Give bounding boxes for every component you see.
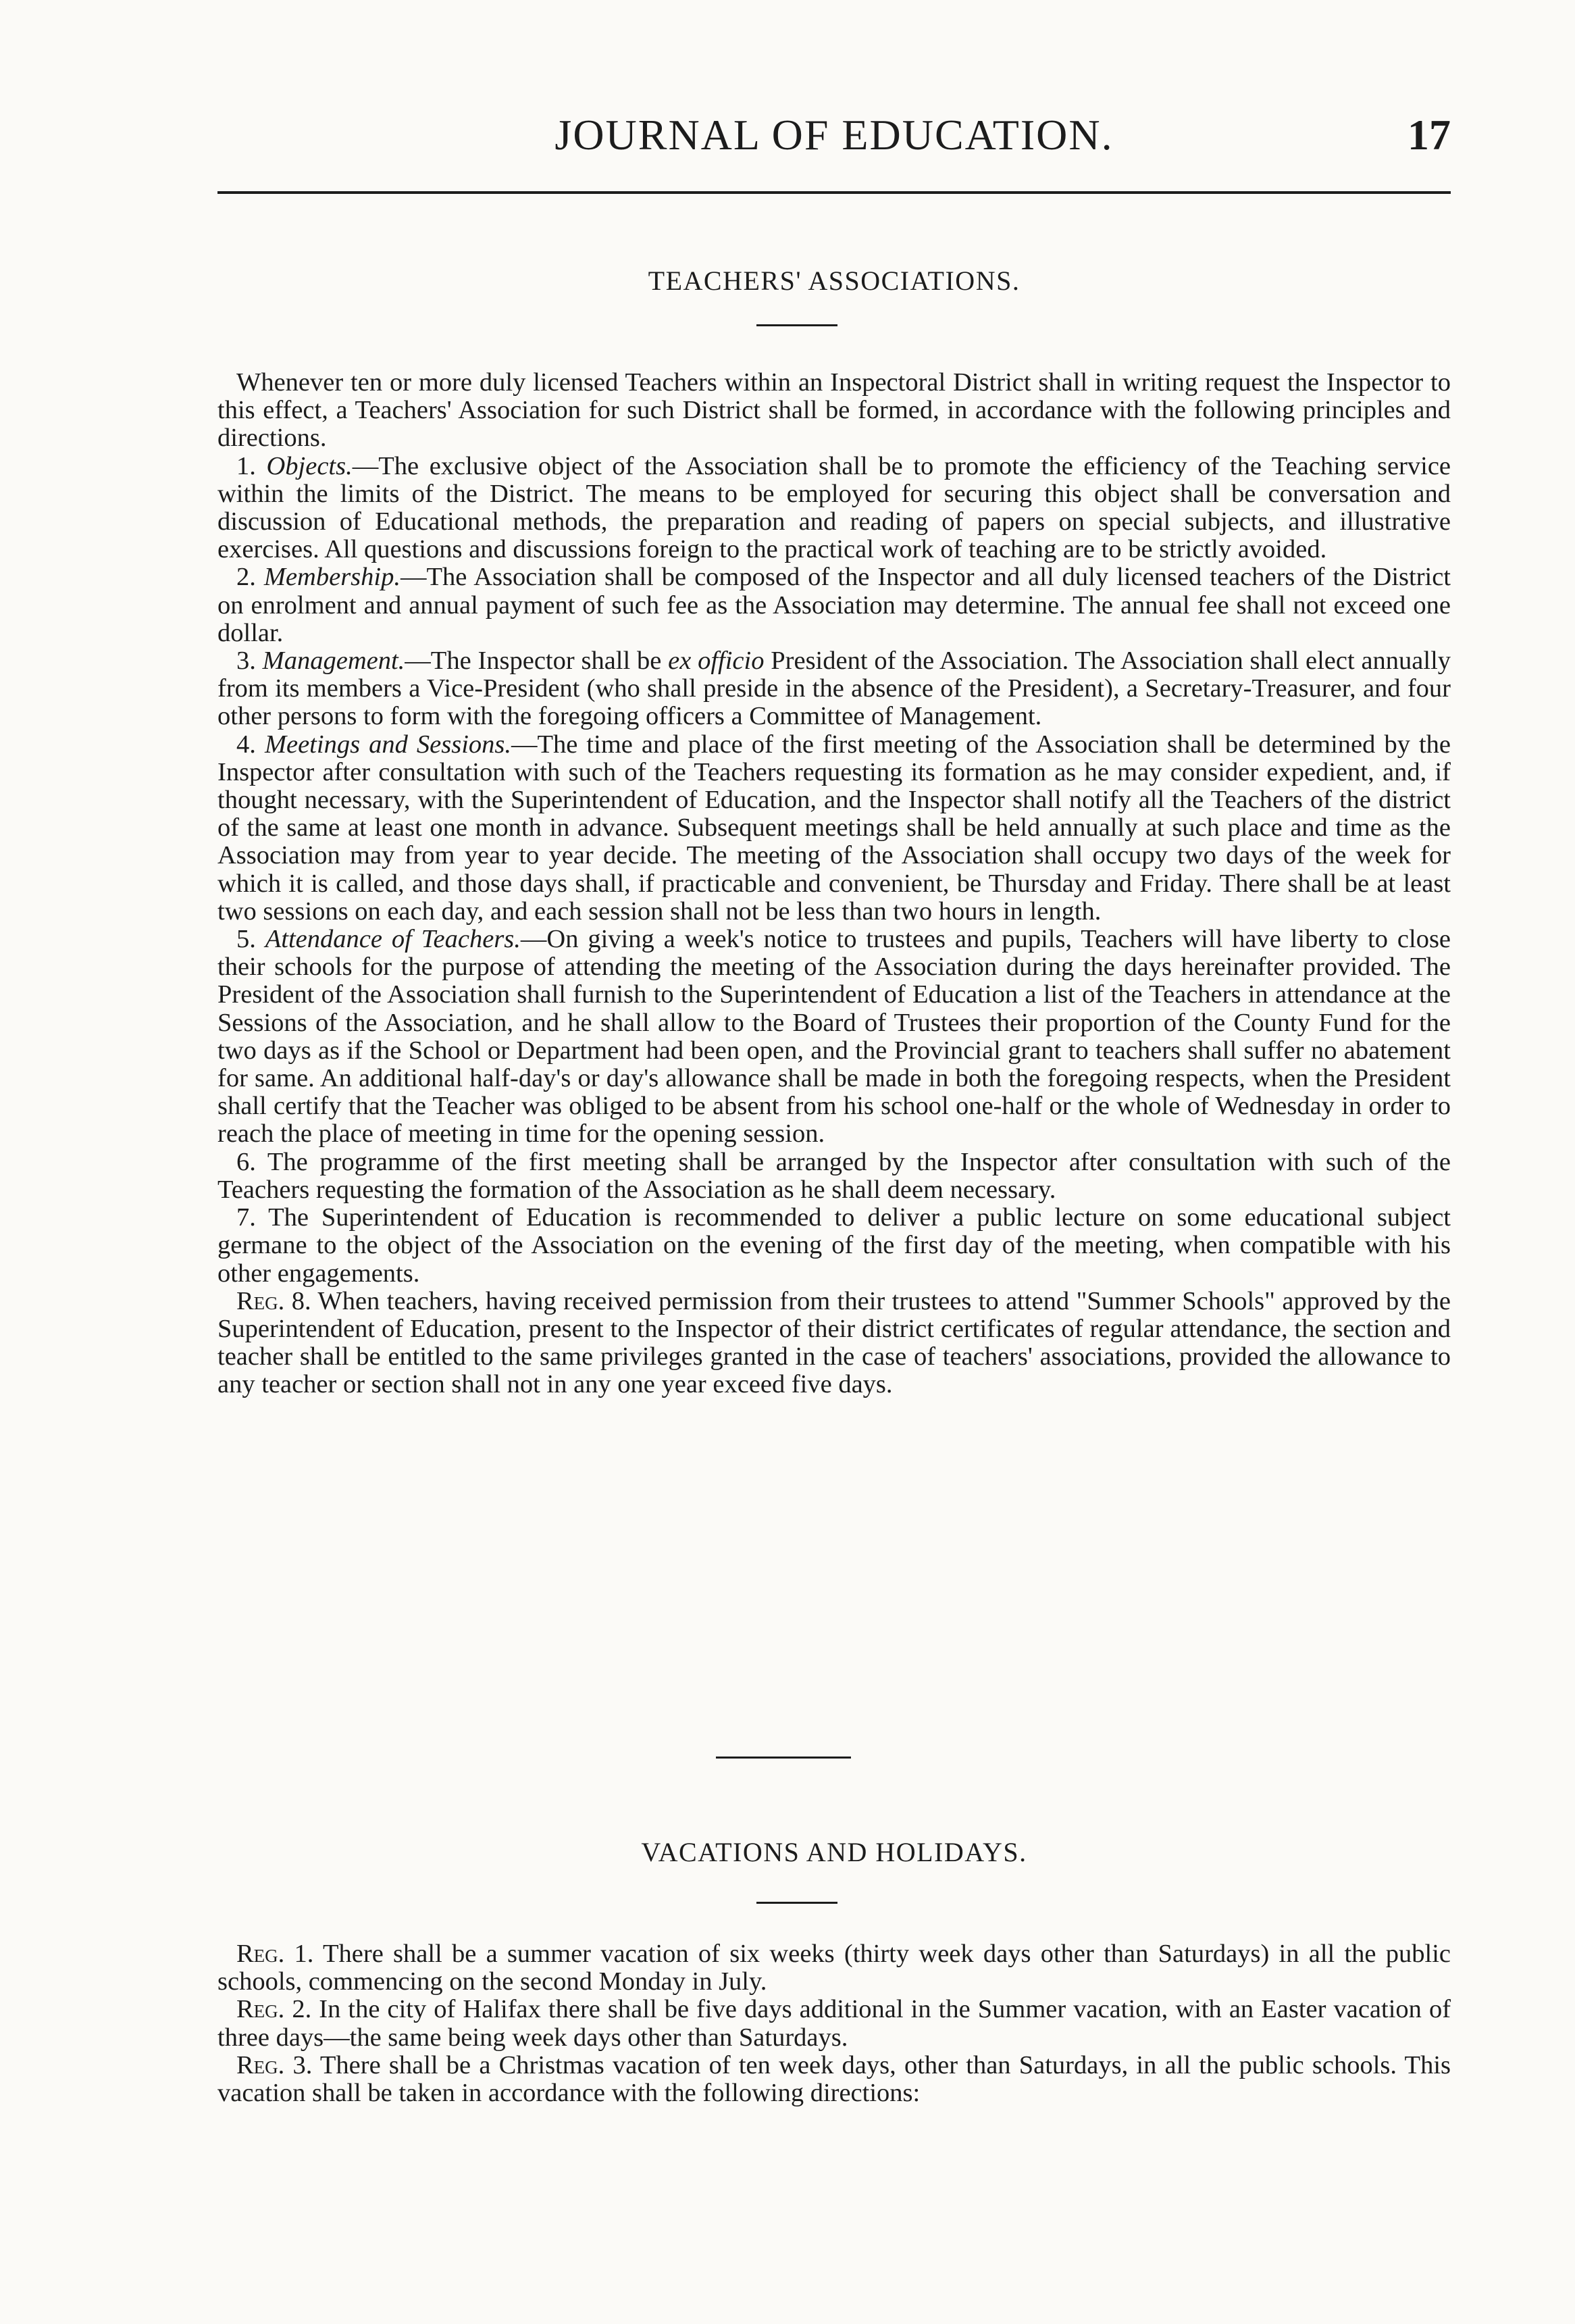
clause-number: 5. <box>236 925 256 954</box>
clause-management <box>217 647 1451 731</box>
clause-heading: Meetings and Sessions. <box>264 730 512 759</box>
regulation-label: Reg. 8. <box>236 1286 311 1315</box>
page-number: 17 <box>1408 111 1451 159</box>
clause-objects <box>217 453 1451 564</box>
clause-text: The Superintendent of Education is recommended to deliver a public lecture on some educational subject germane to the object of the Association on the evening of the first day of the meeting, when compatible with his other engagements. <box>217 1203 1451 1288</box>
clause-number: 2. <box>236 563 256 592</box>
section-rule <box>756 324 837 326</box>
regulation-text: In the city of Halifax there shall be five days additional in the Summer vacation, with an Easter vacation of three days—the same being week days other than Saturdays. <box>217 1995 1451 2052</box>
clause-number: 3. <box>236 647 256 676</box>
clause-text: President of the Association. The Association shall elect annually from its members a Vice-President (who shall preside in the absence of the President), a Secretary-Treasurer, and four other persons to form with the foregoing officers a Committee of Management. <box>217 647 1451 731</box>
clause-text-italic: ex officio <box>668 647 765 676</box>
vacation-reg-2 <box>217 1996 1451 2051</box>
section-separator-rule <box>716 1757 851 1759</box>
clause-heading: Objects. <box>266 451 353 480</box>
regulation-text: There shall be a summer vacation of six weeks (thirty week days other than Saturdays) in all the public schools, commencing on the second Monday in July. <box>217 1940 1451 1996</box>
vacation-reg-1 <box>217 1940 1451 1996</box>
clause-text: —The Association shall be composed of the Inspector and all duly licensed teachers of the District on enrolment and annual payment of such fee as the Association may determine. The annual fee shall not exceed one dollar. <box>217 563 1451 647</box>
clause-meetings <box>217 731 1451 926</box>
teachers-associations-body <box>217 369 1451 1399</box>
regulation-label: Reg. 3. <box>236 2050 313 2079</box>
clause-attendance <box>217 926 1451 1148</box>
clause-number: 1. <box>236 451 256 480</box>
intro-paragraph: Whenever ten or more duly licensed Teachers within an Inspectoral District shall in writing request the Inspector to this effect, a Teachers' Association for such District shall be formed, in accordance with the following principles and directions. <box>217 368 1451 453</box>
clause-text: —The time and place of the first meeting of the Association shall be determined by the Inspector after consultation with such of the Teachers requesting its formation as he may consider expedient, and, if thought necessary, with the Superintendent of Education, and the Inspector shall notify all the Teachers of the district of the same at least one month in advance. Subsequent meetings shall be held annually at such place and time as the Association may from year to year decide. The meeting of the Association shall occupy two days of the week for which it is called, and those days shall, if practicable and convenient, be Thursday and Friday. There shall be at least two sessions on each day, and each session shall not be less than two hours in length. <box>217 730 1451 926</box>
clause-heading: Management. <box>262 647 405 676</box>
clause-programme <box>217 1148 1451 1204</box>
clause-number: 6. <box>236 1147 256 1176</box>
regulation-text: When teachers, having received permission from their trustees to attend "Summer Schools" approved by the Superintendent of Education, present to the Inspector of their district certificates of regular attendance, the section and teacher shall be entitled to the same privileges granted in the case of teachers' associations, provided the allowance to any teacher or section shall not in any one year exceed five days. <box>217 1286 1451 1399</box>
clause-text: The programme of the first meeting shall be arranged by the Inspector after consultation with such of the Teachers requesting the formation of the Association as he shall deem necessary. <box>217 1147 1451 1204</box>
regulation-label: Reg. 1. <box>236 1940 314 1968</box>
clause-text: —The exclusive object of the Association shall be to promote the efficiency of the Teaching service within the limits of the District. The means to be employed for securing this object shall be conversation and discussion of Educational methods, the preparation and reading of papers on special subjects, and illustrative exercises. All questions and discussions foreign to the practical work of teaching are to be strictly avoided. <box>217 451 1451 564</box>
section-rule <box>756 1902 837 1904</box>
running-title: JOURNAL OF EDUCATION. <box>554 111 1114 159</box>
clause-heading: Attendance of Teachers. <box>265 925 521 954</box>
vacation-reg-3 <box>217 2052 1451 2107</box>
clause-text: —The Inspector shall be <box>405 647 669 676</box>
clause-number: 4. <box>236 730 256 759</box>
section-title-vacations: VACATIONS AND HOLIDAYS. <box>641 1837 1027 1867</box>
clause-number: 7. <box>236 1203 256 1232</box>
regulation-text: There shall be a Christmas vacation of ten week days, other than Saturdays, in all the public schools. This vacation shall be taken in accordance with the following directions: <box>217 2050 1451 2108</box>
section-title-teachers-associations: TEACHERS' ASSOCIATIONS. <box>648 266 1021 296</box>
page-header <box>217 101 1451 169</box>
regulation-8 <box>217 1288 1451 1399</box>
clause-text: —On giving a week's notice to trustees and pupils, Teachers will have liberty to close their schools for the purpose of attending the meeting of the Association during the days hereinafter provided. The President of the Association shall furnish to the Superintendent of Education a list of the Teachers in attendance at the Sessions of the Association, and he shall allow to the Board of Trustees their proportion of the County Fund for the two days as if the School or Department had been open, and the Provincial grant to teachers shall suffer no abatement for same. An additional half-day's or day's allowance shall be made in both the foregoing respects, when the President shall certify that the Teacher was obliged to be absent from his school one-half or the whole of Wednesday in order to reach the place of meeting in time for the opening session. <box>217 925 1451 1148</box>
regulation-label: Reg. 2. <box>236 1995 312 2024</box>
clause-heading: Membership. <box>263 563 401 592</box>
clause-lecture <box>217 1204 1451 1288</box>
vacations-body <box>217 1940 1451 2107</box>
header-rule <box>217 191 1451 194</box>
clause-membership <box>217 563 1451 647</box>
